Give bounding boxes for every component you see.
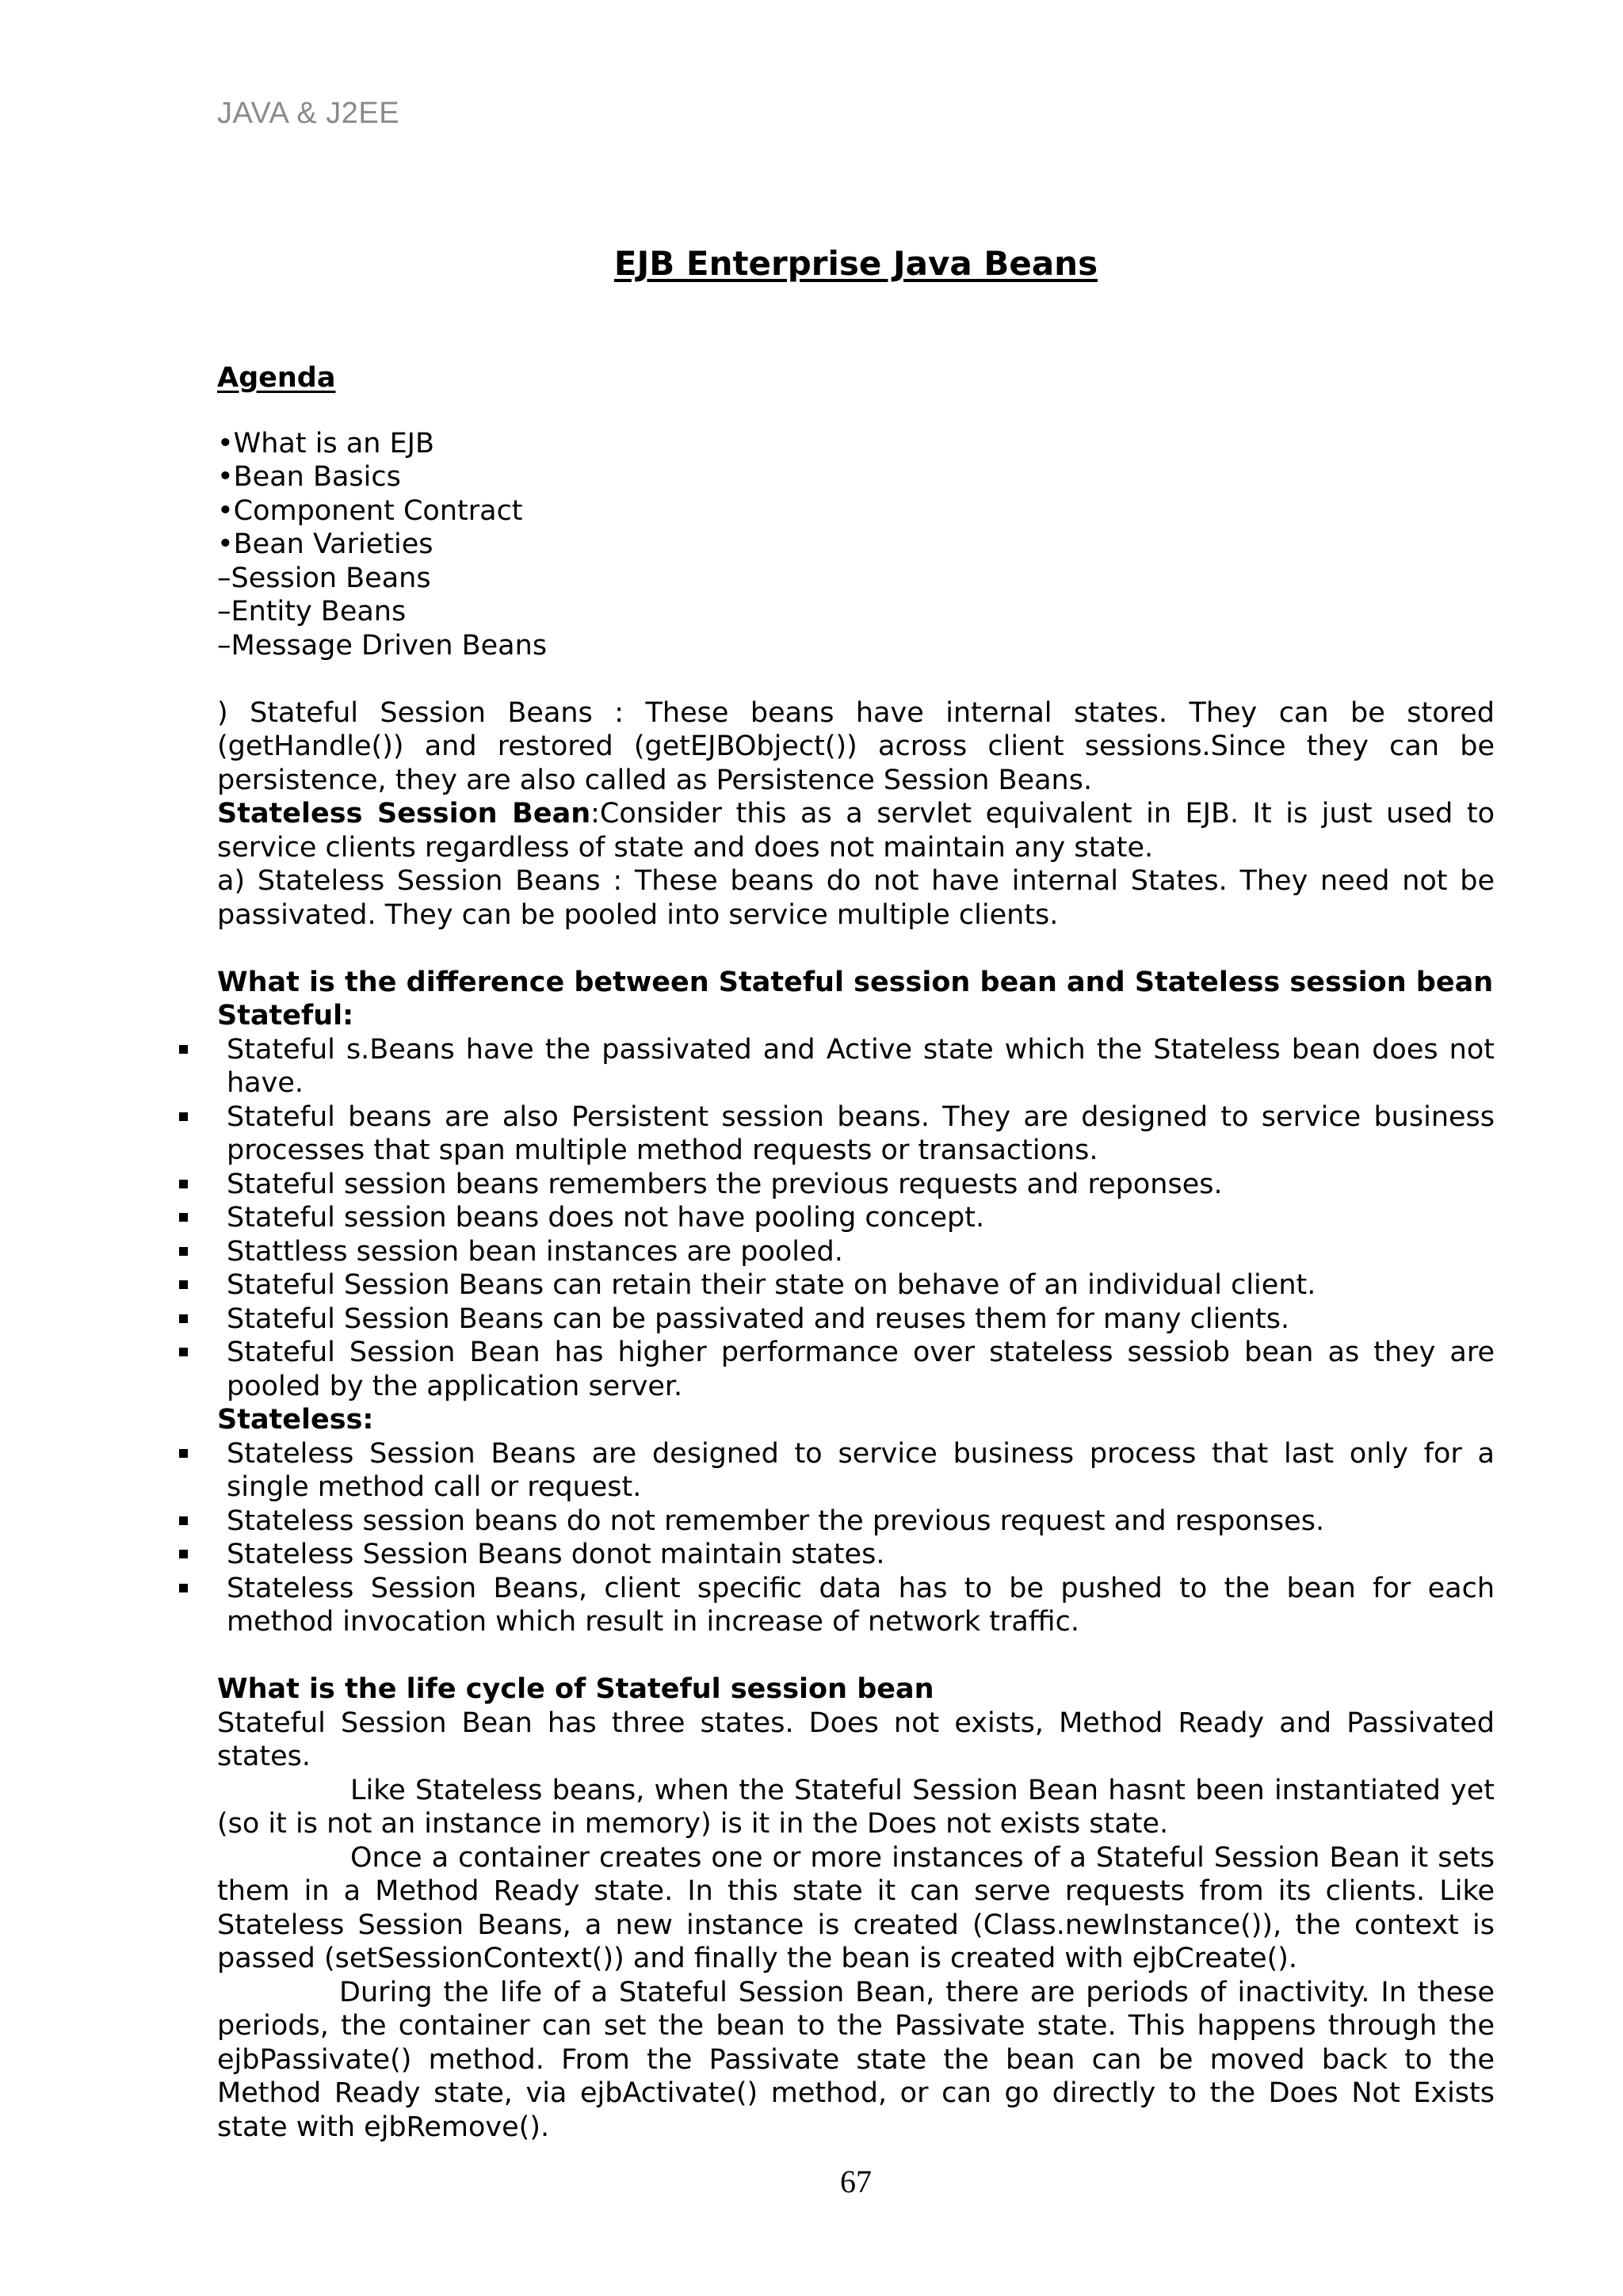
- list-item: Stateful session beans does not have pooling concept.: [217, 1201, 1495, 1235]
- list-item: Stateless session beans do not remember the previous request and responses.: [217, 1505, 1495, 1539]
- stateful-list: [217, 1033, 1495, 1404]
- page-title: EJB Enterprise Java Beans: [613, 244, 1098, 283]
- agenda-heading: Agenda: [217, 362, 336, 394]
- agenda-item: –Session Beans: [217, 562, 431, 594]
- lifecycle-paragraph: Once a container creates one or more instances of a Stateful Session Bean it sets them in a Method Ready state. In this state it can serve requests from its clients. Like Stateless Session Beans, a new instance is created (Class.newInstance()), the context is passed (setSessionContext()) and finally the bean is created with ejbCreate().: [217, 1841, 1495, 1974]
- lifecycle-paragraph: Like Stateless beans, when the Stateful Session Bean hasnt been instantiated yet (so it is not an instance in memory) is it in the Does not exists state.: [217, 1774, 1495, 1840]
- lifecycle-heading: What is the life cycle of Stateful session bean: [217, 1673, 934, 1705]
- spacer: [217, 662, 1495, 696]
- agenda-item: •Bean Basics: [217, 461, 401, 493]
- difference-heading: What is the difference between Stateful session bean and Stateless session bean: [217, 966, 1494, 998]
- agenda-item: –Entity Beans: [217, 596, 407, 627]
- stateless-intro-paragraph: [217, 797, 1495, 864]
- stateless-list: [217, 1437, 1495, 1639]
- list-item: Stateful Session Bean has higher performance over stateless sessiob bean as they are pooled by the application server.: [217, 1336, 1495, 1403]
- stateful-label: Stateful:: [217, 1000, 354, 1032]
- lifecycle-paragraph: Stateful Session Bean has three states. Does not exists, Method Ready and Passivated states.: [217, 1707, 1495, 1772]
- list-item: Stateful session beans remembers the previous requests and reponses.: [217, 1168, 1495, 1202]
- list-item: Stateful Session Beans can be passivated and reuses them for many clients.: [217, 1302, 1495, 1337]
- lifecycle-paragraph: During the life of a Stateful Session Bean, there are periods of inactivity. In these periods, the container can set the bean to the Passivate state. This happens through the ejbPassivate() method. From the Passivate state the bean can be moved back to the Method Ready state, via ejbActivate() method, or can go directly to the Does Not Exists state with ejbRemove().: [217, 1976, 1495, 2143]
- agenda-list: [217, 427, 1495, 663]
- stateless-label: Stateless Session Bean: [217, 798, 591, 830]
- spacer: [217, 1639, 1495, 1673]
- list-item: Stateless Session Beans, client specific data has to be pushed to the bean for each method invocation which result in increase of network traffic.: [217, 1572, 1495, 1639]
- list-item: Stateful s.Beans have the passivated and Active state which the Stateless bean does not have.: [217, 1033, 1495, 1100]
- list-item: Stateless Session Beans are designed to service business process that last only for a single method call or request.: [217, 1437, 1495, 1505]
- page-content: [217, 361, 1495, 2144]
- list-item: Stateful beans are also Persistent session beans. They are designed to service business processes that span multiple method requests or transactions.: [217, 1100, 1495, 1168]
- agenda-item: •Component Contract: [217, 494, 523, 527]
- list-item: Stateful Session Beans can retain their state on behave of an individual client.: [217, 1268, 1495, 1302]
- list-item: Stateless Session Beans donot maintain states.: [217, 1538, 1495, 1572]
- agenda-item: –Message Driven Beans: [217, 629, 548, 662]
- list-item: Stattless session bean instances are pooled.: [217, 1235, 1495, 1269]
- agenda-item: •What is an EJB: [217, 427, 435, 460]
- page-number: 67: [840, 2164, 872, 2199]
- agenda-item: •Bean Varieties: [217, 528, 433, 560]
- stateless-text: :Consider this as a servlet equivalent in EJB. It is just used to service clients regardless of state and does not maintain any state.: [217, 798, 1495, 864]
- spacer: [217, 932, 1495, 966]
- stateless-a-paragraph: a) Stateless Session Beans : These beans do not have internal States. They need not be passivated. They can be pooled into service multiple clients.: [217, 865, 1495, 931]
- running-header: JAVA & J2EE: [217, 97, 400, 130]
- stateless-list-label: Stateless:: [217, 1404, 374, 1436]
- stateful-intro-paragraph: ) Stateful Session Beans : These beans have internal states. They can be stored (getHandle()) and restored (getEJBObject()) across client sessions.Since they can be persistence, they are also called as Persistence Session Beans.: [217, 696, 1495, 796]
